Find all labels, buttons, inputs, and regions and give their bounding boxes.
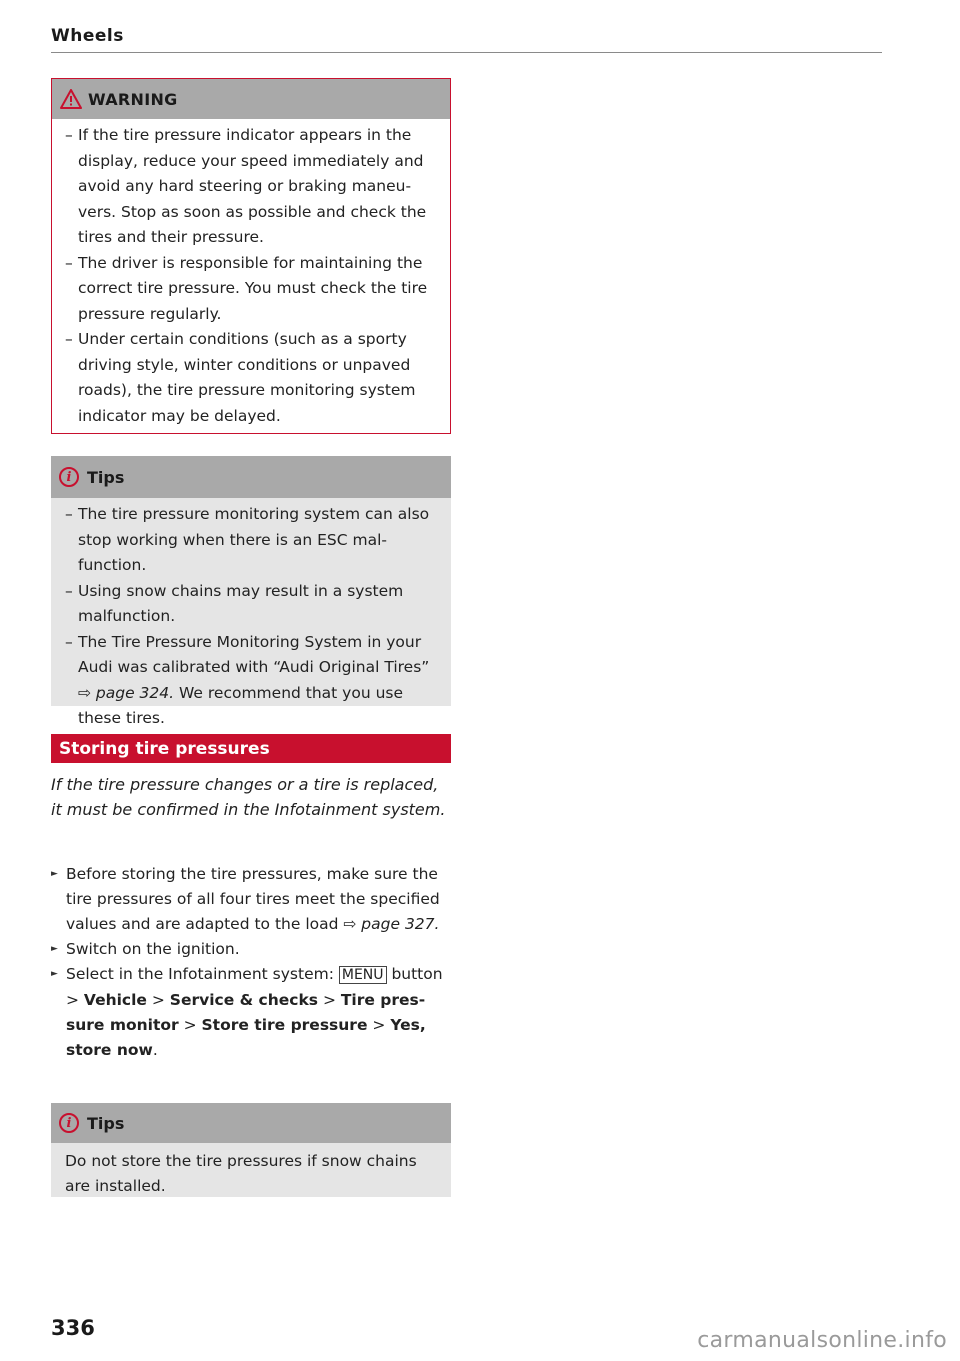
info-icon: i xyxy=(59,1113,79,1133)
path-separator: > xyxy=(367,1016,391,1034)
step-item xyxy=(51,862,451,937)
list-item: – The tire pressure monitoring system can also stop working when there is an ESC malfunction. xyxy=(65,502,439,579)
section-title: Storing tire pressures xyxy=(51,734,451,763)
warning-triangle-icon xyxy=(60,89,82,109)
path-separator: > xyxy=(146,991,170,1009)
menu-path-store: Store tire pressure xyxy=(201,1016,368,1034)
tips-title: Tips xyxy=(87,1113,125,1133)
instruction-steps xyxy=(51,862,451,1063)
warning-header xyxy=(52,79,450,119)
tips-header xyxy=(51,456,451,498)
menu-path-confirm: Yes, store now xyxy=(66,1016,426,1059)
path-separator: > xyxy=(318,991,341,1009)
path-separator: > xyxy=(178,1016,202,1034)
step-text: . xyxy=(152,1041,158,1059)
menu-path-service: Service & checks xyxy=(169,991,319,1009)
list-item: – Under certain conditions (such as a sporty driving style, winter conditions or unpaved roads), the tire pressure monitoring system indicator may be delayed. xyxy=(65,327,438,429)
tips-text: Do not store the tire pressures if snow chains are installed. xyxy=(65,1152,417,1195)
page-number: 336 xyxy=(51,1316,95,1340)
list-item: – If the tire pressure indicator appears in the display, reduce your speed immediately and avoid any hard steering or braking maneuvers. Stop as soon as possible and check the tires and their pressure. xyxy=(65,123,438,251)
info-icon: i xyxy=(59,467,79,487)
menu-path-tire-monitor: Tire pressure monitor xyxy=(66,991,426,1034)
page-reference-link[interactable]: ⇨ page 324. xyxy=(78,683,175,702)
header-divider xyxy=(51,52,882,53)
menu-path-vehicle: Vehicle xyxy=(83,991,147,1009)
tips-box-1 xyxy=(51,456,451,727)
tips-box-2 xyxy=(51,1103,451,1197)
section-intro: If the tire pressure changes or a tire is replaced, it must be confirmed in the Infotainment system. xyxy=(51,775,446,819)
tips-header xyxy=(51,1103,451,1143)
step-text: Select in the Infotainment system: xyxy=(66,965,339,983)
tip-text: The Tire Pressure Monitoring System in your Audi was calibrated with “Audi Original Tires” xyxy=(78,632,430,676)
step-text: Before storing the tire pressures, make sure the tire pressures of all four tires meet the specified values and are adapted to the load xyxy=(66,865,440,933)
tip-text: We recommend that you use these tires. xyxy=(78,683,404,727)
list-item: – Using snow chains may result in a system malfunction. xyxy=(65,579,439,630)
step-item: ► Switch on the ignition. xyxy=(51,937,451,962)
tips-title: Tips xyxy=(87,467,125,487)
section-header: Wheels xyxy=(51,26,124,46)
watermark: carmanualsonline.info xyxy=(697,1328,947,1353)
step-item xyxy=(51,962,451,1063)
tips-list xyxy=(65,502,439,732)
warning-list xyxy=(65,123,438,429)
list-item xyxy=(65,630,439,732)
step-text: button > xyxy=(66,965,443,1009)
page-reference-link[interactable]: ⇨ page 327. xyxy=(343,915,440,933)
warning-box xyxy=(51,78,451,434)
list-item: – The driver is responsible for maintaining the correct tire pressure. You must check the tire pressure regularly. xyxy=(65,251,438,328)
menu-button-label: MENU xyxy=(339,966,387,984)
warning-title: WARNING xyxy=(88,89,178,109)
